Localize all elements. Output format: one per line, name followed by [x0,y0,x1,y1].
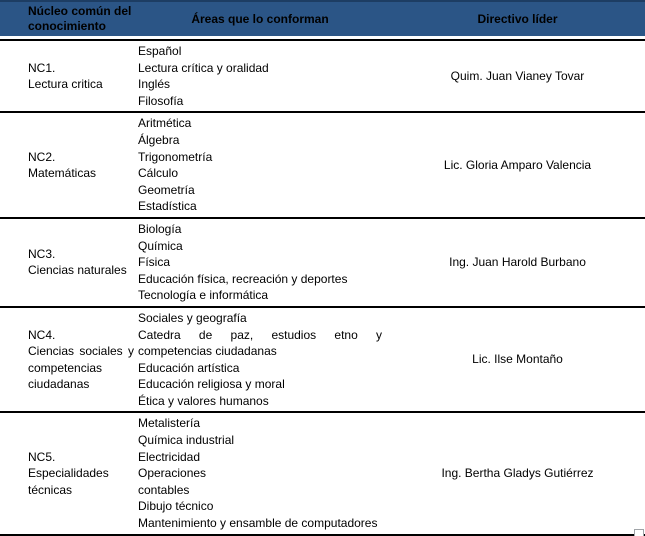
nucleo-cell [0,115,138,215]
area-item: Mantenimiento y ensamble de computadores [138,516,378,531]
areas-cell [138,310,390,410]
area-item: Español [138,44,182,58]
area-item: Álgebra [138,132,180,147]
area-item: Aritmética [138,116,192,131]
area-item: Filosofía [138,93,184,108]
directivo-name: Lic. Ilse Montaño [472,352,563,367]
table-header-row [0,0,645,36]
nucleo-cell [0,43,138,109]
area-item: Química industrial [138,433,235,448]
area-item: Cálculo [138,166,179,181]
areas-cell [138,43,390,109]
directivo-name: Lic. Gloria Amparo Valencia [443,157,592,172]
area-item: Dibujo técnico [138,499,214,514]
table-row-nc1 [0,41,645,113]
area-item: Geometría [138,182,195,197]
nucleo-name: Ciencias naturales [28,263,127,278]
nucleo-cell [0,310,138,410]
area-item: contables [138,482,190,497]
area-item: Lectura crítica y oralidad [138,60,269,75]
nucleo-code: NC1. [28,60,56,75]
area-item: Estadística [138,199,197,214]
nucleo-code: NC4. [28,327,56,342]
nucleo-name: Matemáticas [28,166,97,181]
area-item: Sociales y geografía [138,310,247,325]
areas-cell [138,221,390,304]
header-directivo: Directivo líder [477,11,558,26]
table-row-nc4 [0,308,645,414]
table-row-nc2 [0,113,645,219]
directivo-name: Quim. Juan Vianey Tovar [450,68,585,83]
table-body [0,39,645,536]
area-item: Catedra de paz, estudios etno y competencias ciudadanas [138,327,382,359]
directivo-name: Ing. Bertha Gladys Gutiérrez [441,466,594,481]
area-item: Física [138,255,171,270]
directivo-cell [390,43,645,109]
area-item: Ética y valores humanos [138,393,269,408]
area-item: Electricidad [138,449,201,464]
nucleo-name: Ciencias sociales y competencias ciudadanas [28,344,134,392]
area-item: Educación física, recreación y deportes [138,271,348,286]
area-item: Biología [138,221,182,236]
nucleo-code: NC5. [28,449,56,464]
directivo-cell [390,221,645,304]
nucleo-cell [0,415,138,531]
area-item: Inglés [138,77,171,92]
nucleo-code: NC2. [28,149,56,164]
area-item: Operaciones [138,466,207,481]
header-nucleo-comun: Núcleo común del conocimiento [28,4,132,33]
area-item: Educación religiosa y moral [138,377,285,392]
nucleo-name: Lectura critica [28,77,103,92]
nucleo-cell [0,221,138,304]
area-item: Metalistería [138,416,201,431]
area-item: Trigonometría [138,149,213,164]
area-item: Química [138,238,183,253]
table-row-nc5 [0,413,645,535]
nucleo-code: NC3. [28,246,56,261]
header-areas: Áreas que lo conforman [191,11,329,26]
directivo-name: Ing. Juan Harold Burbano [449,255,586,270]
directivo-cell [390,415,645,531]
areas-cell [138,115,390,215]
nucleo-name: Especialidades técnicas [28,466,109,497]
directivo-cell [390,310,645,410]
directivo-cell [390,115,645,215]
areas-cell [138,415,390,531]
area-item: Tecnología e informática [138,288,269,303]
table-resize-handle[interactable] [634,529,644,536]
table-row-nc3 [0,219,645,308]
area-item: Educación artística [138,360,240,375]
